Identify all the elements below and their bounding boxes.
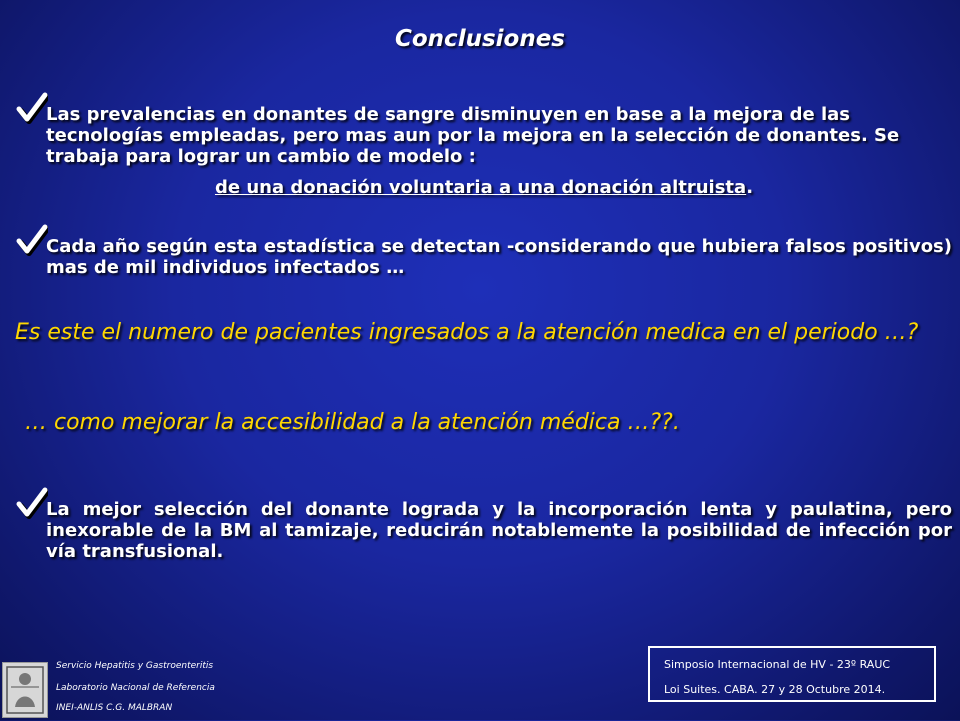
checkmark-icon bbox=[16, 224, 48, 256]
footer-laboratory: Laboratorio Nacional de Referencia bbox=[56, 683, 215, 693]
event-title: Simposio Internacional de HV - 23º RAUC bbox=[664, 658, 891, 671]
footer-institution bbox=[0, 660, 260, 720]
checkmark-icon bbox=[16, 92, 48, 124]
slide-title: Conclusiones bbox=[395, 26, 565, 52]
question-pacientes: Es este el numero de pacientes ingresados a la atención medica en el periodo …? bbox=[15, 320, 919, 345]
bullet-text: La mejor selección del donante lograda y la incorporación lenta y paulatina, pero inexorable de la BM al tamizaje, reducirán notablemente la posibilidad de infección por vía transfusional. bbox=[46, 499, 952, 562]
emphasis-suffix: . bbox=[746, 177, 754, 198]
malbran-logo-icon bbox=[2, 662, 48, 718]
bullet-prevalencias bbox=[16, 104, 952, 198]
footer-institute: INEI-ANLIS C.G. MALBRAN bbox=[56, 703, 173, 713]
bullet-text: Cada año según esta estadística se detectan -considerando que hubiera falsos positivos) mas de mil individuos infectados … bbox=[46, 236, 952, 278]
bullet-emphasis-line bbox=[16, 177, 952, 198]
checkmark-icon bbox=[16, 487, 48, 519]
bullet-seleccion bbox=[16, 499, 952, 562]
question-accesibilidad: … como mejorar la accesibilidad a la atención médica …??. bbox=[25, 410, 680, 435]
bullet-estadistica bbox=[16, 236, 952, 278]
event-venue-date: Loi Suites. CABA. 27 y 28 Octubre 2014. bbox=[664, 683, 886, 696]
footer-event-box bbox=[648, 646, 936, 702]
donation-model-text: de una donación voluntaria a una donación altruista bbox=[214, 177, 747, 198]
bullet-text: Las prevalencias en donantes de sangre disminuyen en base a la mejora de las tecnologías empleadas, pero mas aun por la mejora en la selección de donantes. Se trabaja para lograr un cambio de modelo : bbox=[46, 104, 900, 167]
footer-service: Servicio Hepatitis y Gastroenteritis bbox=[56, 661, 214, 671]
